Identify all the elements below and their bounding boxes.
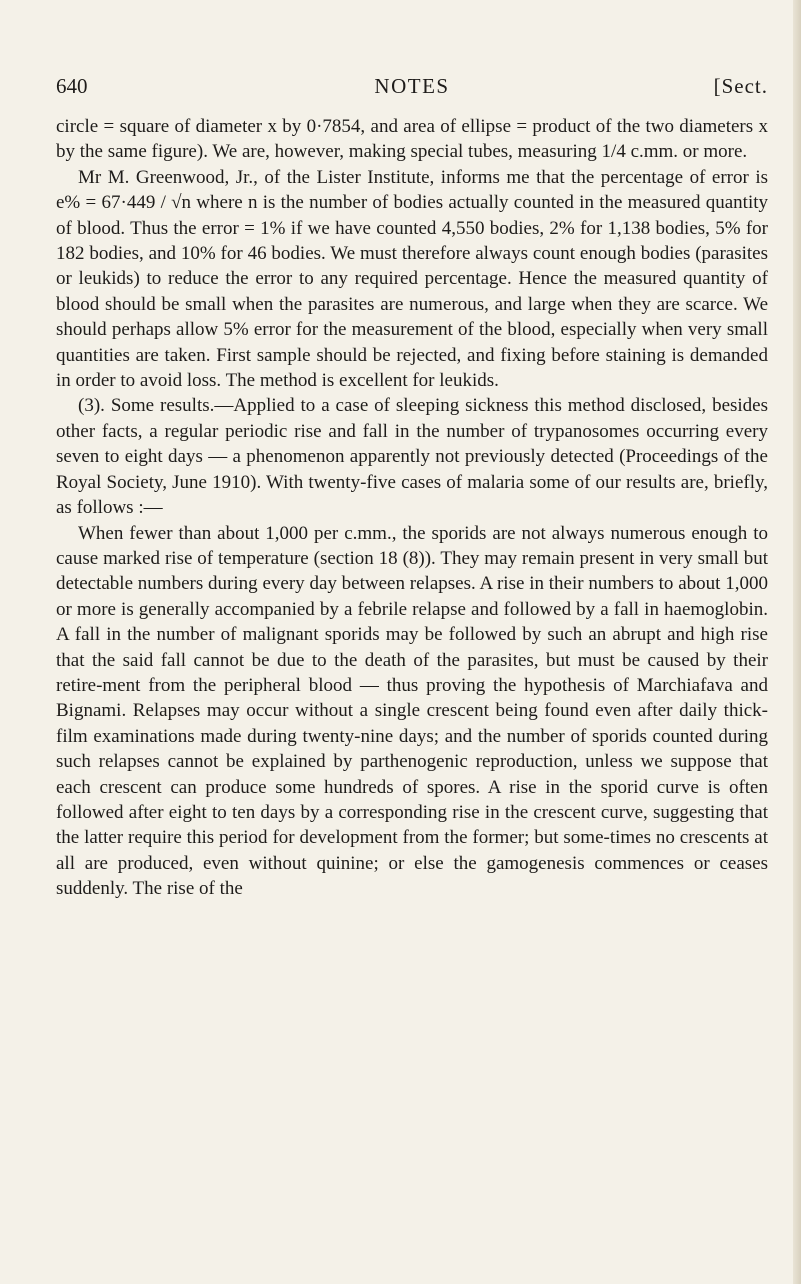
paragraph-sporids: When fewer than about 1,000 per c.mm., the sporids are not always numerous enough to cause marked rise of temperature (section 18 (8)). They may remain present in very small but detectable numbers during every day between relapses. A rise in their numbers to about 1,000 or more is generally accompanied by a febrile relapse and followed by a fall in haemoglobin. A fall in the number of malignant sporids may be followed by such an abrupt and high rise that the said fall cannot be due to the death of the parasites, but must be caused by their retire-ment from the peripheral blood — thus proving the hypothesis of Marchiafava and Bignami. Relapses may occur without a single crescent being found even after daily thick-film examinations made during twenty-nine days; and the number of sporids counted during such relapses cannot be explained by parthenogenic reproduction, unless we suppose that each crescent can produce some hundreds of spores. A rise in the sporid curve is often followed after eight to ten days by a corresponding rise in the crescent curve, suggesting that the latter require this period for development from the former; but some-times no crescents at all are produced, even without quinine; or else the gamogenesis commences or ceases suddenly. The rise of the	[56, 522, 768, 900]
page-body	[56, 114, 768, 902]
paragraph-some-results: (3). Some results.—Applied to a case of sleeping sickness this method disclosed, besides other facts, a regular periodic rise and fall in the number of trypanosomes occurring every seven to eight days — a phenomenon apparently not previously detected (Proceedings of the Royal Society, June 1910). With twenty-five cases of malaria some of our results are, briefly, as follows :—	[56, 395, 768, 519]
running-header	[56, 74, 768, 104]
section-label: [Sect.	[713, 74, 768, 98]
paragraph-continuation: circle = square of diameter x by 0·7854, and area of ellipse = product of the two diameters x by the same figure). We are, however, making special tubes, measuring 1/4 c.mm. or more.	[56, 116, 768, 163]
running-title: NOTES	[374, 74, 450, 98]
page-edge-shadow	[793, 0, 801, 1284]
page-number: 640	[56, 74, 88, 98]
paragraph-error-formula: Mr M. Greenwood, Jr., of the Lister Institute, informs me that the percentage of error is e% = 67·449 / √n where n is the number of bodies actually counted in the measured quantity of blood. Thus the error = 1% if we have counted 4,550 bodies, 2% for 1,138 bodies, 5% for 182 bodies, and 10% for 46 bodies. We must therefore always count enough bodies (parasites or leukids) to reduce the error to any required percentage. Hence the measured quantity of blood should be small when the parasites are numerous, and large when they are scarce. We should perhaps allow 5% error for the measurement of the blood, especially when very small quantities are taken. First sample should be rejected, and fixing before staining is demanded in order to avoid loss. The method is excellent for leukids.	[56, 166, 768, 392]
